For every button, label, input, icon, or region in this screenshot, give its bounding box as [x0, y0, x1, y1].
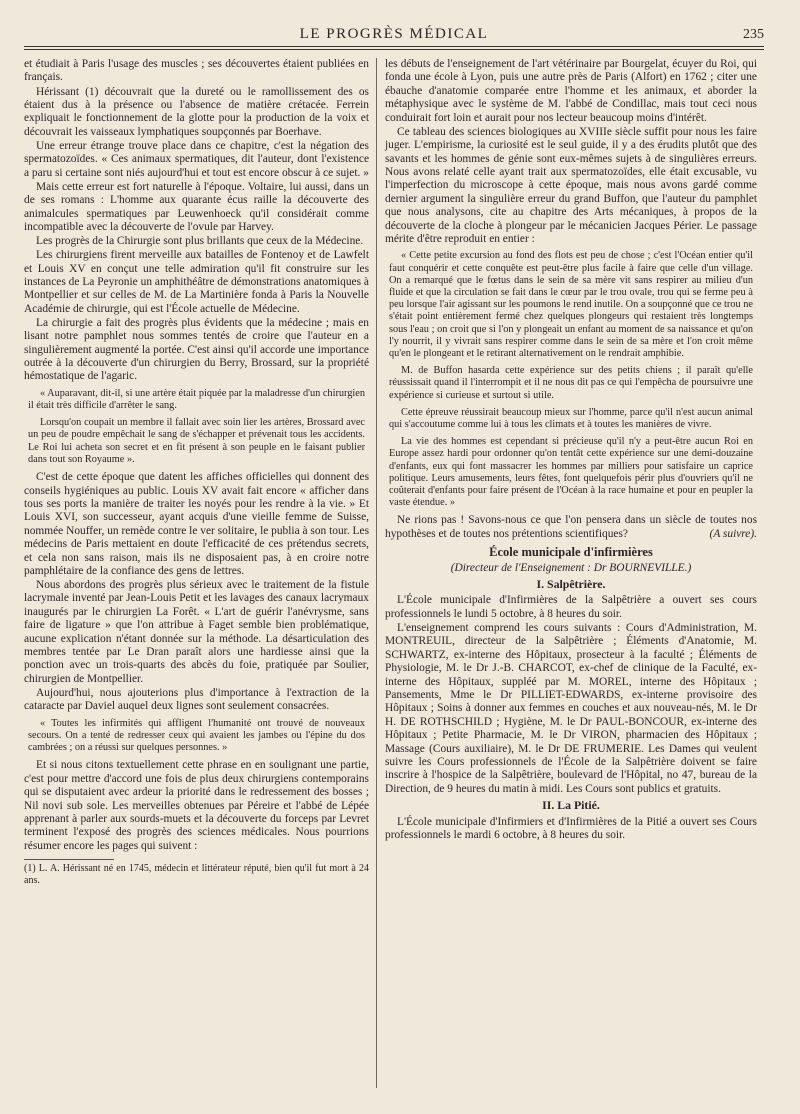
article-subheading: (Directeur de l'Enseignement : Dr BOURNEVILLE.) — [450, 561, 692, 574]
paragraph: Les chirurgiens firent merveille aux batailles de Fontenoy et de Lawfelt et Louis XV en conçut une telle admiration qu'il fit construire sur les instances de La Peyronie un amphithéâtre de démonstrations anatomiques à Montpellier et sur celles de M. de La Martinière fonda à Paris la Nouvelle Académie de chirurgie, qui est l'École actuelle de Médecine. — [24, 249, 369, 315]
quotation: « Auparavant, dit-il, si une artère était piquée par la maladresse d'un chirurgien il était très difficile d'arrêter le sang. — [28, 387, 365, 412]
header-rule — [24, 46, 764, 47]
paragraph: Une erreur étrange trouve place dans ce chapitre, c'est la négation des spermatozoïdes. « Ces animaux spermatiques, dit l'auteur, dont l'existence a paru si certaine sont niés aujourd'hui et tout est encore obscur à ce sujet. » — [24, 139, 369, 179]
paragraph: Mais cette erreur est fort naturelle à l'époque. Voltaire, lui aussi, dans un de ses romans : L'homme aux quarante écus raille la découverte des animalcules spermatiques par Leuwenhoeck qu'il considérait comme incompatible avec la découverte de l'ovule par Harvey. — [24, 180, 369, 233]
paragraph — [385, 514, 757, 541]
right-column — [385, 58, 757, 843]
paragraph: La chirurgie a fait des progrès plus évidents que la médecine ; mais en lisant notre pamphlet nous sommes tentés de croire que l'auteur en a singulièrement augmenté la portée. C'est ainsi qu'il accorde une importance outrée à la découverte d'un chirurgien du Berry, Brossard, sur la propriété hémostatique de l'agaric. — [24, 316, 369, 383]
quotation: « Toutes les infirmités qui affligent l'humanité ont trouvé de nouveaux secours. On a tenté de redresser ceux qui avaient les jambes ou l'épine du dos cambrées ; on a réussi sur quelques personnes. » — [28, 717, 365, 754]
section-heading: II. La Pitié. — [542, 798, 600, 813]
paragraph: et étudiait à Paris l'usage des muscles ; ses découvertes étaient publiées en français. — [24, 58, 369, 84]
quotation: Lorsqu'on coupait un membre il fallait avec soin lier les artères, Brossard avec un peu de poudre empêchait le sang de s'échapper et prévenait tous les accidents. Le Roi lui acheta son secret et en fit présent à son peuple en le faisant publier dans tout son Royaume ». — [28, 417, 365, 465]
page-header — [24, 26, 764, 46]
section-heading: I. Salpêtrière. — [536, 577, 606, 592]
a-suivre: (A suivre). — [709, 527, 757, 540]
paragraph: Hérissant (1) découvrait que la dureté ou le ramollissement des os étaient dus à la présence ou l'absence de matière crétacée. Ferrein expliquait le fonctionnement de la glotte pour la production de la voix et découvrait les vaisseaux lymphatiques soupçonnés par Boerhave. — [24, 85, 369, 138]
quotation: Cette épreuve réussirait beaucoup mieux sur l'homme, parce qu'il n'est aucun animal qui s'accoutume comme lui à tous les climats et à toutes les manières de vivre. — [389, 406, 753, 431]
paragraph: Nous abordons des progrès plus sérieux avec le traitement de la fistule lacrymale inventé par Jean-Louis Petit et les lavages des canaux lacrymaux inaugurés par le chirurgien La Forêt. « L'art de guérir l'anévrysme, sans faire de ligature » que l'on attribue à Faget semble bien problématique, aucune explication n'étant donnée sur la méthode. La désarticulation des membres tentée par Le Dran paraît alors une hardiesse ainsi que la ponction avec un trois-quarts des abcès du foie, pratiquée par Soulier, chirurgien de Montpellier. — [24, 579, 369, 685]
header-rule-double — [24, 49, 764, 50]
page-number: 235 — [743, 27, 764, 42]
footnote-rule — [24, 859, 114, 860]
running-title: LE PROGRÈS MÉDICAL — [299, 26, 489, 42]
paragraph: Ce tableau des sciences biologiques au XVIIIe siècle suffit pour nous les faire juger. L'empirisme, la curiosité est le seul guide, il y a des érudits plutôt que des savants et les hommes de génie sont eux-mêmes sujets à de singulières erreurs. Nous avons relaté celle ayant trait aux spermatozoïdes, elle était excusable, vu l'imperfection du microscope à cette époque, mais nous avons gardé comme dernier argument la singulière erreur du grand Buffon, que l'auteur du pamphlet que nous analysons, cite au chapitre des Arts mécaniques, à propos de la découverte de la cloche à plongeur par le mécanicien Jacques Périer. Le passage mérite d'être reproduit en entier : — [385, 125, 757, 245]
paragraph: Aujourd'hui, nous ajouterions plus d'importance à l'extraction de la cataracte par Daviel auquel deux lignes sont seulement consacrées. — [24, 686, 369, 713]
left-column — [24, 58, 369, 888]
paragraph: L'enseignement comprend les cours suivants : Cours d'Administration, M. MONTREUIL, directeur de la Salpêtrière ; Éléments d'Anatomie, M. SCHWARTZ, ex-interne des Hôpitaux, prosecteur à la faculté ; Éléments de Physiologie, M. le Dr J.-B. CHARCOT, ex-chef de clinique de la Faculté, ex-interne des Hôpitaux, suppléé par M. MOREL, interne des Hôpitaux ; Pansements, Mme le Dr PILLIET-EDWARDS, ex-interne provisoire des Hôpitaux ; Soins à donner aux femmes en couches et aux nouveau-nés, M. le Dr H. DE ROTHSCHILD ; Hygiène, M. le Dr PAUL-BONCOUR, ex-interne des Hôpitaux ; Petite Pharmacie, M. le Dr VIRON, pharmacien des Hôpitaux ; Massage (Cours auxiliaire), M. le Dr DE FRUMERIE. Les Dames qui veulent suivre les Cours professionnels de l'École de la Salpêtrière doivent se faire inscrire à l'hospice de la Salpêtrière, boulevard de l'Hôpital, no 47, bureau de la Direction, de 9 heures du matin à midi. Les Cours sont publics et gratuits. — [385, 621, 757, 795]
paragraph-text: Ne rions pas ! Savons-nous ce que l'on pensera dans un siècle de toutes nos hypothèses et de toutes nos prétentions scientifiques? — [385, 514, 757, 540]
quotation: La vie des hommes est cependant si précieuse qu'il n'y a peut-être aucun Roi en Europe assez hardi pour ordonner qu'on tentât cette expérience sur une demi-douzaine d'enfants, eux qui font massacrer les hommes par milliers pour satisfaire un caprice politique. Leurs amusements, leurs fêtes, font quelquefois périr plus d'ouvriers qu'il ne coûterait d'enfants pour faire présent de l'Océan à la race humaine et pour en peupler la vaste étendue. » — [389, 436, 753, 509]
paragraph: L'École municipale d'Infirmières de la Salpêtrière a ouvert ses cours professionnels le lundi 5 octobre, à 8 heures du soir. — [385, 594, 757, 620]
paragraph: Et si nous citons textuellement cette phrase en en soulignant une partie, c'est pour mettre d'accord une fois de plus deux chirurgiens contemporains qui se disputaient avec ardeur la priorité dans le redressement des bosses ; Nil novi sub sole. Les merveilles obtenues par Péreire et l'abbé de Lépée apprenant à parler aux sourds-muets et la découverte du forceps par Levret terminent l'exposé des progrès des sciences médicales. Nous pourrions résumer encore les pages qui suivent : — [24, 759, 369, 852]
quotation: M. de Buffon hasarda cette expérience sur des petits chiens ; il paraît qu'elle réussissait quand il l'interrompit et il ne nous dit pas ce qui l'empêcha de poursuivre une expérience si curieuse et surtout si utile. — [389, 365, 753, 401]
quotation: « Cette petite excursion au fond des flots est peu de chose ; c'est l'Océan entier qu'il faut conquérir et cette conquête est peut-être plus facile à faire que celle d'un village. On a remarqué que le fœtus dans le sein de sa mère vit sans respirer au milieu d'un fluide et que la circulation se fait dans le cœur par le trou ovale, trou qui se ferme peu à peu lorsque l'air agissant sur les poumons le rend inutile. On a soupçonné que ce trou ne s'était point entièrement fermé chez quelques plongeurs qui restaient très longtemps sous l'eau ; on croit que si l'on y plongeait un enfant au moment de sa naissance et qu'on l'y nourrit, il y vivrait sans respirer comme dans le sein de sa mère et l'on croit même qu'en le plongeant et le retirant alternativement on le rendrait amphibie. — [389, 250, 753, 359]
paragraph: L'École municipale d'Infirmiers et d'Infirmières de la Pitié a ouvert ses Cours professionnels le mardi 6 octobre, à 8 heures du soir. — [385, 815, 757, 842]
column-divider — [376, 58, 377, 1088]
footnote: (1) L. A. Hérissant né en 1745, médecin et littérateur réputé, bien qu'il fut mort à 24 ans. — [24, 863, 369, 887]
paragraph: les débuts de l'enseignement de l'art vétérinaire par Bourgelat, écuyer du Roi, qui fonda une école à Lyon, puis une autre près de Paris (Alfort) en 1762 ; citer une ébauche d'anatomie comparée entre l'homme et les animaux, et aborder la métaphysique avec le système de M. l'abbé de Condillac, mais tout ceci nous conduirait fort loin et aurait pour nos lecteur beaucoup moins d'intérêt. — [385, 58, 757, 124]
article-heading: École municipale d'infirmières — [489, 545, 653, 560]
paragraph: C'est de cette époque que datent les affiches officielles qui donnent des conseils hygiéniques au public. Louis XV avait fait encore « afficher dans tous ses ports la manière de traiter les noyés pour les rendre à la vie. » Et Louis XVI, son successeur, ayant acquis d'une vieille femme de Suisse, nommée Nouffer, un remède contre le ver solitaire, le publia à son tour. Les médecins de Paris mettaient en doute l'efficacité de ces prétendus secrets, et cela non sans raison, mais ils ne disposaient pas, à en croire notre pamphlétaire de la confiance des gens de lettres. — [24, 471, 369, 577]
paragraph: Les progrès de la Chirurgie sont plus brillants que ceux de la Médecine. — [36, 235, 364, 248]
